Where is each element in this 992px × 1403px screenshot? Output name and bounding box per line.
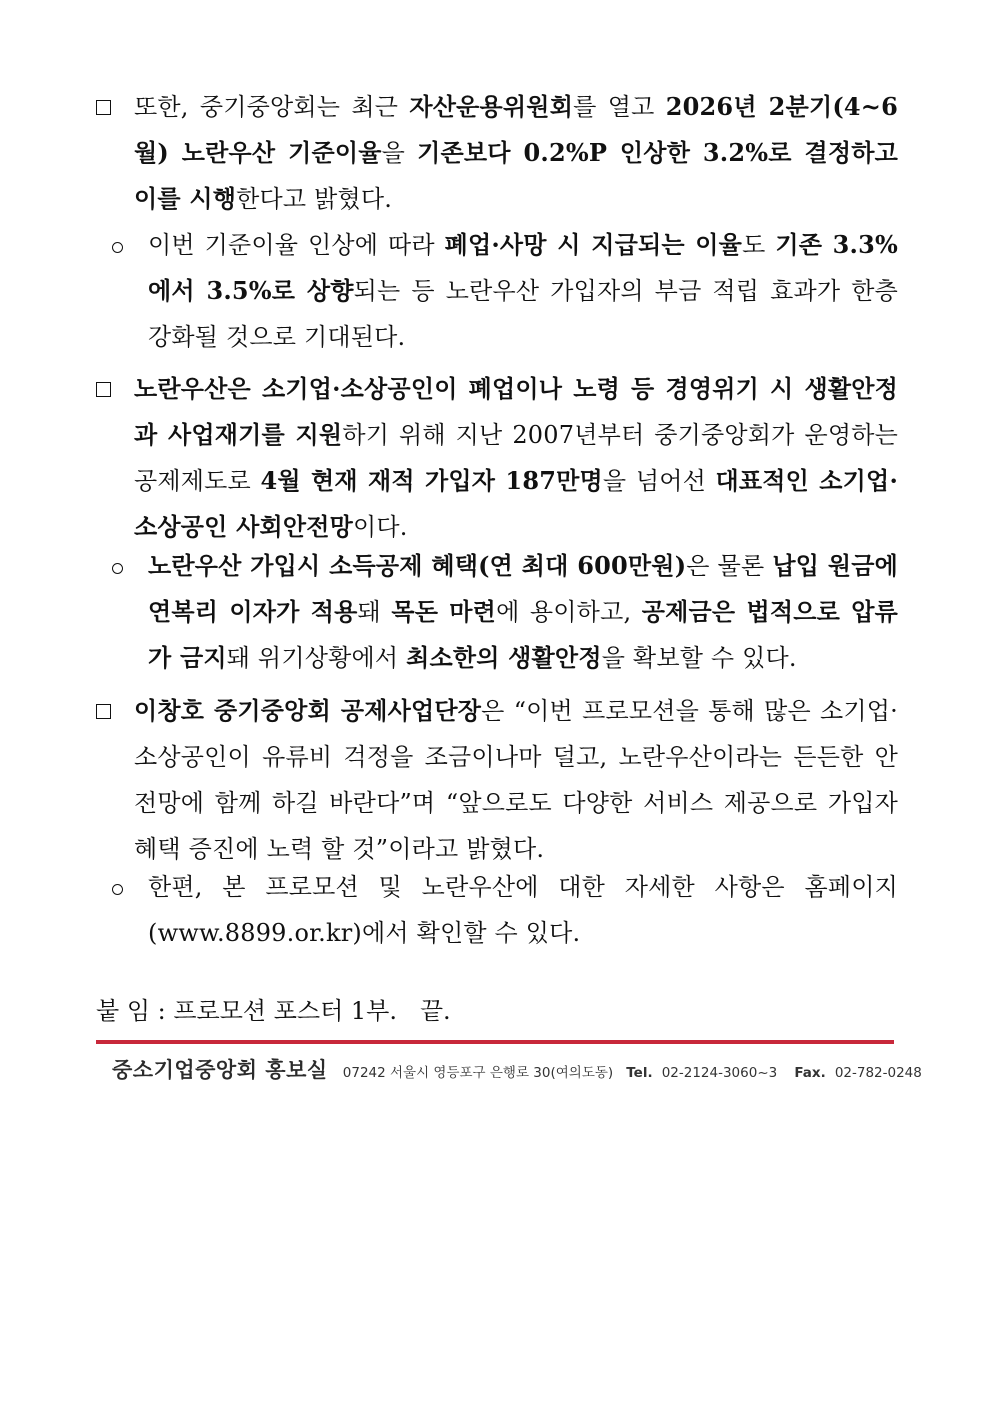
bold-run: 자산운용위원회 (409, 92, 574, 121)
bold-run: 공제금은 법적으로 압류가 금지 (148, 597, 898, 672)
attachment-note: 붙 임 : 프로모션 포스터 1부. 끝. (96, 997, 451, 1025)
square-bullet-icon (96, 84, 134, 130)
circle-bullet-icon (110, 222, 148, 268)
footer-fax-label: Fax. (794, 1065, 826, 1081)
text-run: 을 (381, 139, 418, 167)
circle-bullet-icon (110, 543, 148, 589)
square-bullet-icon (96, 366, 134, 412)
bold-run: 노란우산은 소기업·소상공인이 폐업이나 노령 등 경영위기 시 생활안정과 사업재기를 지원 (134, 374, 898, 449)
bold-run: 노란우산 가입시 소득공제 혜택(연 최대 600만원) (148, 551, 687, 580)
paragraph-noran-usan-intro (96, 366, 898, 550)
text-run: 을 확보할 수 있다. (601, 644, 797, 672)
text-run: 을 넘어선 (602, 467, 716, 495)
footer (112, 1054, 922, 1084)
text-run: 되는 등 노란우산 가입자의 부금 적립 효과가 한층 강화될 것으로 기대된다. (148, 277, 898, 351)
text-run: 도 (742, 231, 776, 259)
paragraph-text (134, 93, 898, 213)
paragraph-text (148, 873, 898, 947)
bold-run: 대표적인 소기업·소상공인 사회안전망 (134, 466, 898, 541)
text-run: 이번 기준이율 인상에 따라 (148, 231, 445, 259)
footer-fax: 02-782-0248 (834, 1065, 922, 1081)
bold-run: 최소한의 생활안정 (406, 643, 602, 672)
text-run: 또한, 중기중앙회는 최근 (134, 93, 410, 121)
bold-run: 이창호 중기중앙회 공제사업단장 (134, 696, 482, 725)
paragraph-text (134, 375, 898, 541)
footer-divider (96, 1040, 894, 1044)
bold-run: 기존 3.3%에서 3.5%로 상향 (148, 230, 899, 305)
text-run: 한다고 밝혔다. (236, 185, 393, 213)
text-run: 돼 (357, 598, 392, 626)
text-run: 한편, 본 프로모션 및 노란우산에 대한 자세한 사항은 홈페이지 (www.8899.or.kr)에서 확인할 수 있다. (148, 873, 898, 947)
bold-run: 목돈 마련 (391, 597, 497, 626)
paragraph-text (134, 697, 898, 863)
circle-bullet-icon (110, 864, 148, 910)
text-run: 하기 위해 지난 2007년부터 중기중앙회가 운영하는 공제제도로 (134, 421, 898, 495)
text-run: 은 “이번 프로모션을 통해 많은 소기업·소상공인이 유류비 걱정을 조금이나마 덜고, 노란우산이라는 든든한 안전망에 함께 하길 바란다”며 “앞으로도 다양한 서비스 제공으로 가입자 혜택 증진에 노력 할 것”이라고 밝혔다. (134, 697, 898, 863)
paragraph-director-quote (96, 688, 898, 872)
square-bullet-icon (96, 688, 134, 734)
bold-run: 기존보다 0.2%P 인상한 3.2%로 결정하고 이를 시행 (134, 138, 898, 213)
footer-tel-label: Tel. (626, 1065, 653, 1081)
footer-organization: 중소기업중앙회 홍보실 (112, 1058, 328, 1082)
text-run: 에 용이하고, (496, 598, 642, 626)
subparagraph-rate-effect (110, 222, 898, 360)
subparagraph-benefits (110, 543, 898, 681)
bold-run: 폐업·사망 시 지급되는 이율 (444, 230, 743, 259)
subparagraph-homepage (110, 864, 898, 956)
footer-address: 07242 서울시 영등포구 은행로 30(여의도동) (342, 1065, 614, 1081)
text-run: 은 물론 (686, 552, 773, 580)
paragraph-yield-increase (96, 84, 898, 222)
paragraph-text (148, 231, 898, 351)
bold-run: 납입 원금에 연복리 이자가 적용 (148, 551, 899, 626)
text-run: 이다. (353, 513, 408, 541)
bold-run: 2026년 2분기(4~6월) 노란우산 기준이율 (134, 92, 898, 167)
text-run: 돼 위기상황에서 (226, 644, 407, 672)
bold-run: 4월 현재 재적 가입자 187만명 (260, 466, 603, 495)
text-run: 를 열고 (573, 93, 666, 121)
footer-tel: 02-2124-3060~3 (661, 1065, 778, 1081)
paragraph-text (148, 552, 898, 672)
